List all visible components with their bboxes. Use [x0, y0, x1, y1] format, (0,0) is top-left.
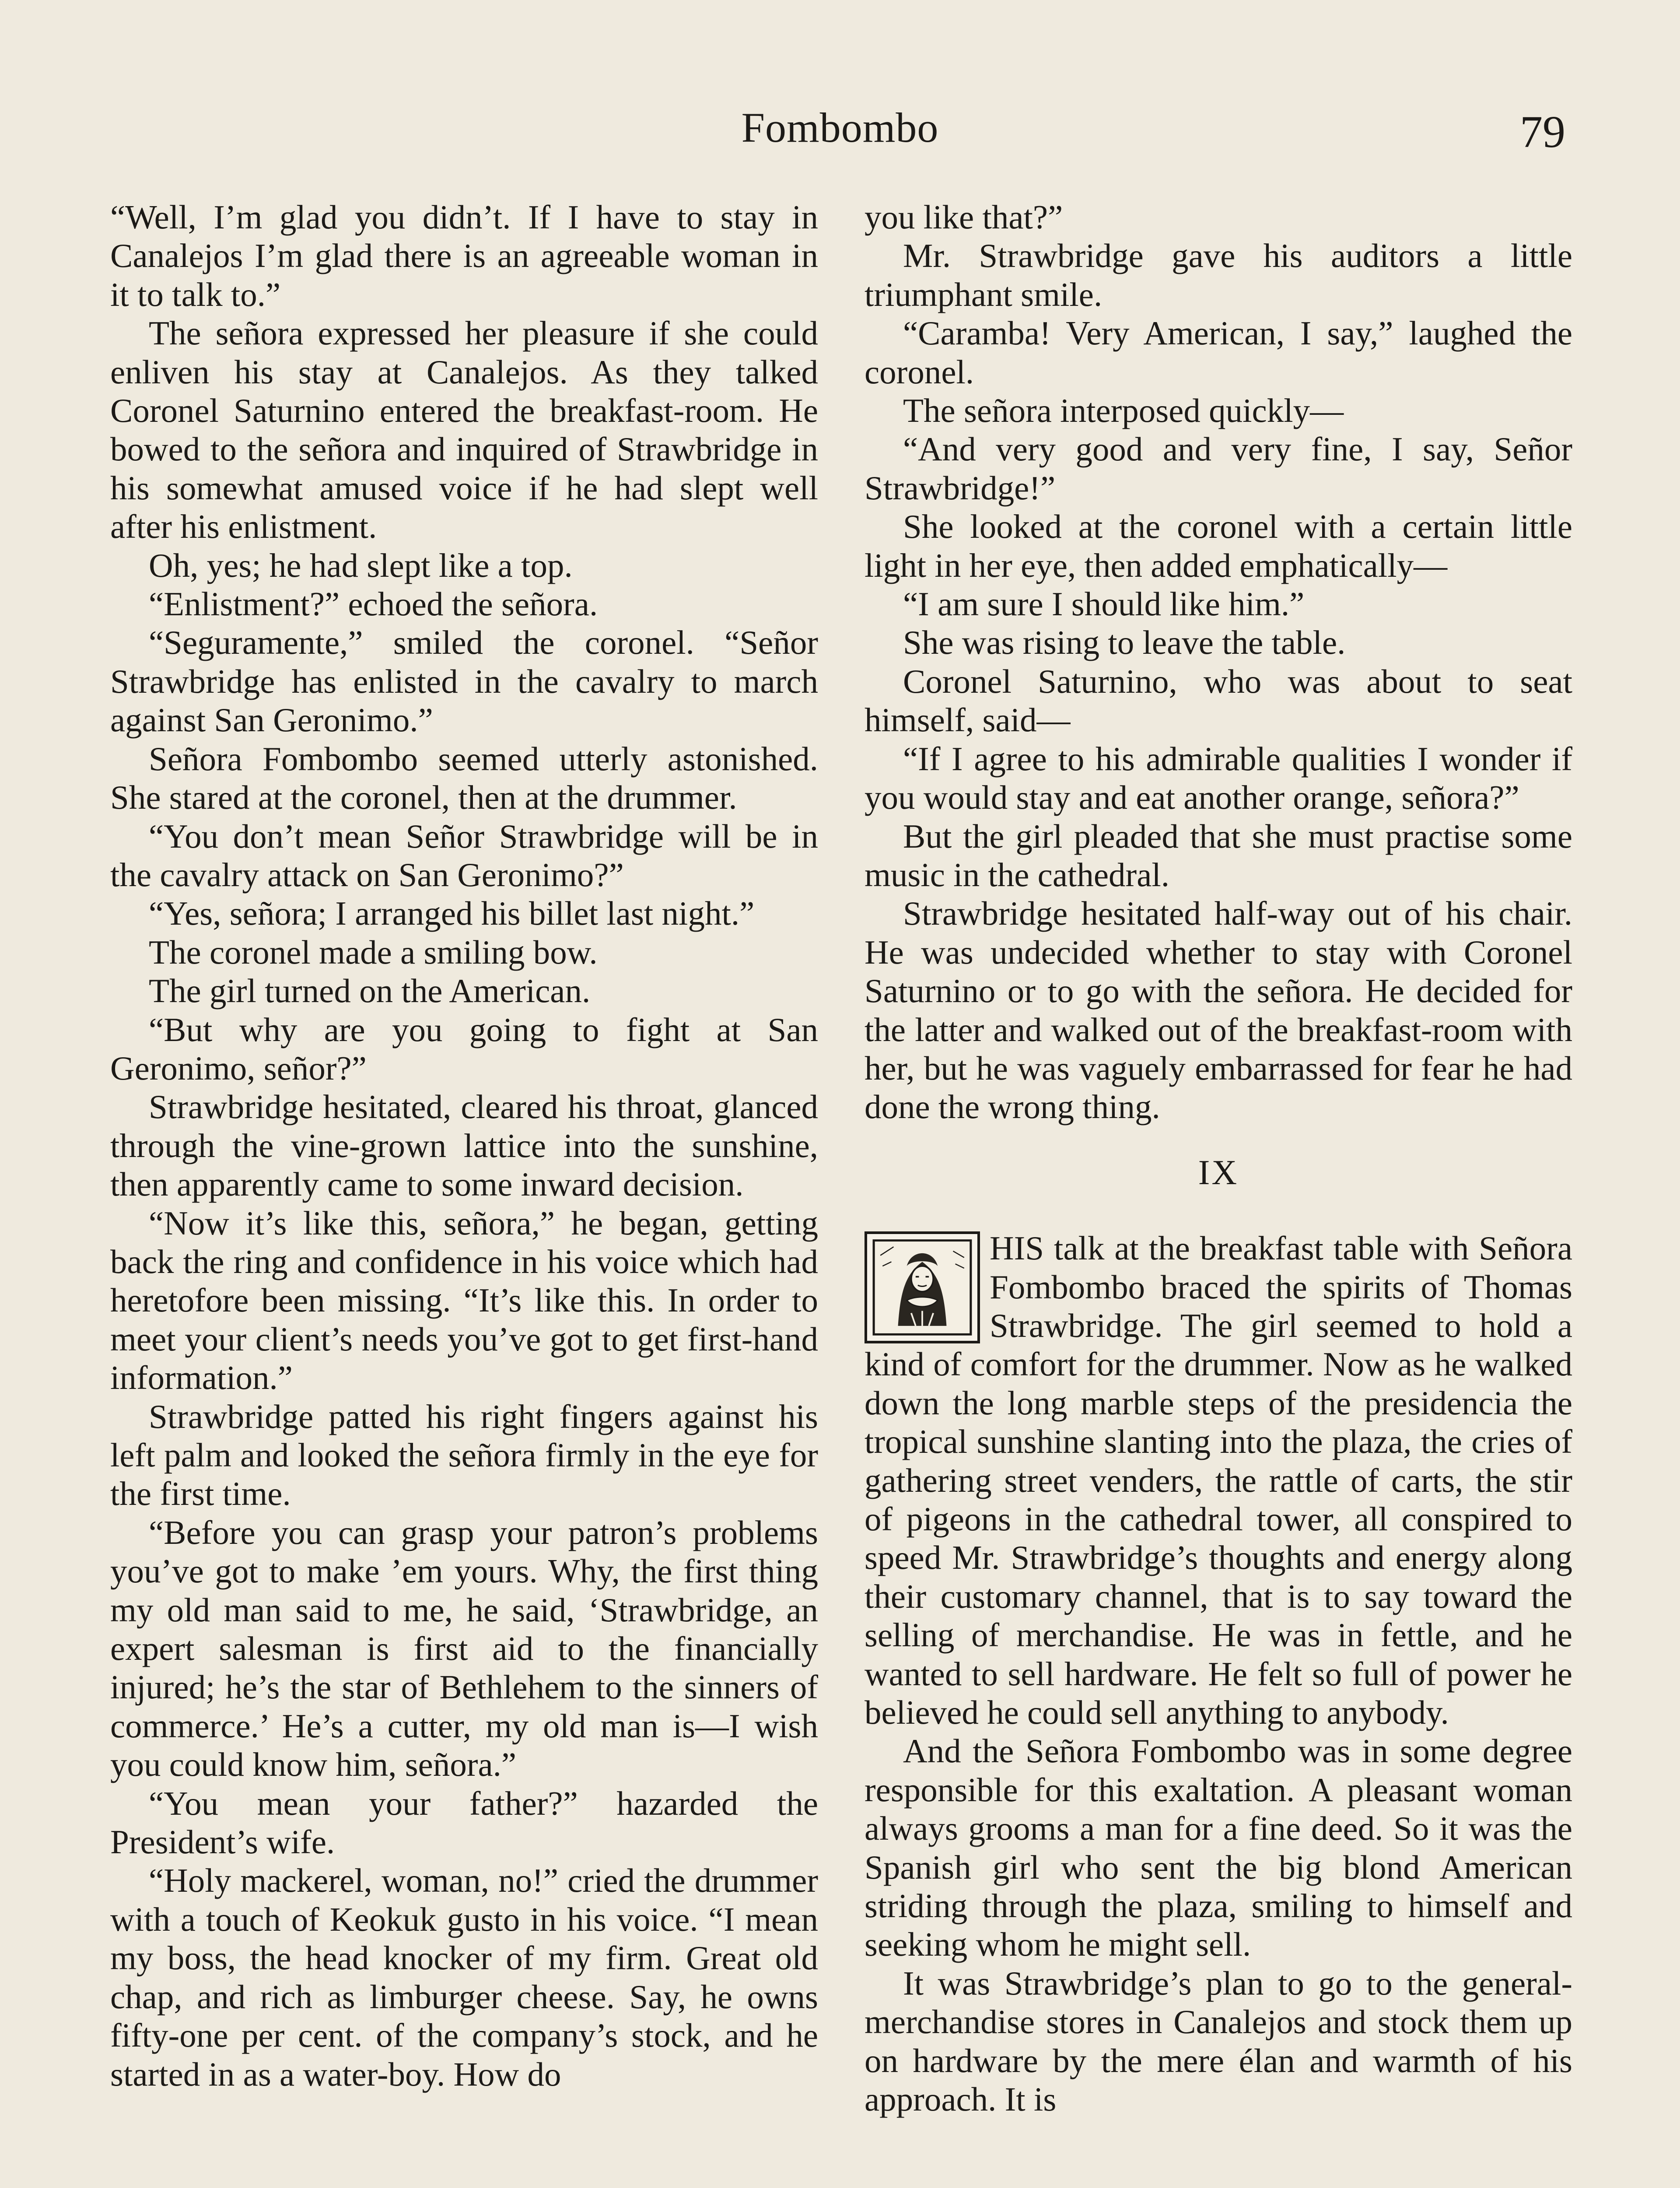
paragraph: “Holy mackerel, woman, no!” cried the drummer with a touch of Keokuk gusto in his voice. “I mean my boss, the head knocker of my firm. Great old chap, and rich as limburger cheese. Say, he owns fifty-one per cent. of the company’s stock, and he started in as a water-boy. How do	[110, 1862, 818, 2093]
paragraph: She was rising to leave the table.	[903, 624, 1346, 662]
paragraph: Strawbridge hesitated half-way out of his chair. He was undecided whether to stay with Coronel Saturnino or to go with the señora. He decided for the latter and walked out of the breakfast-room with her, but he was vaguely embarrassed for fear he had done the wrong thing.	[864, 894, 1572, 1126]
paragraph: Oh, yes; he had slept like a top.	[149, 546, 573, 584]
paragraph: She looked at the coronel with a certain little light in her eye, then added emphatically—	[864, 508, 1572, 584]
section-numeral: IX	[1198, 1153, 1239, 1192]
paragraph: “Before you can grasp your patron’s problems you’ve got to make ’em yours. Why, the first thing my old man said to me, he said, ‘Strawbridge, an expert salesman is first aid to the financially injured; he’s the star of Bethlehem to the sinners of commerce.’ He’s a cutter, my old man is—I wish you could know him, señora.”	[110, 1513, 818, 1784]
paragraph: Coronel Saturnino, who was about to seat himself, said—	[864, 662, 1572, 739]
running-title: Fombombo	[741, 104, 939, 151]
paragraph: “Well, I’m glad you didn’t. If I have to stay in Canalejos I’m glad there is an agreeable woman in it to talk to.”	[110, 198, 818, 313]
paragraph: “Seguramente,” smiled the coronel. “Señor Strawbridge has enlisted in the cavalry to march against San Geronimo.”	[110, 624, 818, 739]
paragraph: The señora expressed her pleasure if she could enliven his stay at Canalejos. As they talked Coronel Saturnino entered the breakfast-room. He bowed to the señora and inquired of Strawbridge in his somewhat amused voice if he had slept well after his enlistment.	[110, 314, 818, 546]
dropcap-paragraph-text: HIS talk at the breakfast table with Señora Fombombo braced the spirits of Thomas Strawbridge. The girl seemed to hold a kind of comfort for the drummer. Now as he walked down the long marble steps of the presidencia the tropical sunshine slanting into the plaza, the cries of gathering street venders, the rattle of carts, the stir of pigeons in the cathedral tower, all conspired to speed Mr. Strawbridge’s thoughts and energy along their customary channel, that is to say toward the selling of merchandise. He was in fettle, and he wanted to sell hardware. He felt so full of power he believed he could sell anything to anybody.	[864, 1229, 1572, 1732]
paragraph: “You mean your father?” hazarded the President’s wife.	[110, 1784, 818, 1861]
paragraph: “But why are you going to fight at San Geronimo, señor?”	[110, 1010, 818, 1087]
paragraph: “You don’t mean Señor Strawbridge will be in the cavalry attack on San Geronimo?”	[110, 817, 818, 894]
paragraph: Strawbridge hesitated, cleared his throat, glanced through the vine-grown lattice into the sunshine, then apparently came to some inward decision.	[110, 1088, 818, 1203]
right-column	[864, 198, 1572, 2119]
paragraph: “Enlistment?” echoed the señora.	[149, 585, 598, 623]
hooded-figure-icon	[867, 1234, 977, 1341]
dropcap-paragraph	[864, 1229, 1572, 1732]
page-number: 79	[1520, 107, 1565, 157]
paragraph: Strawbridge patted his right fingers against his left palm and looked the señora firmly in the eye for the first time.	[110, 1397, 818, 1513]
paragraph: Señora Fombombo seemed utterly astonished. She stared at the coronel, then at the drummer.	[110, 740, 818, 817]
page-header	[0, 103, 1680, 156]
paragraph: Mr. Strawbridge gave his auditors a little triumphant smile.	[864, 237, 1572, 313]
paragraph: The señora interposed quickly—	[903, 392, 1344, 430]
paragraph: But the girl pleaded that she must practise some music in the cathedral.	[864, 817, 1572, 894]
paragraph: The girl turned on the American.	[149, 972, 591, 1010]
paragraph: you like that?”	[864, 198, 1063, 236]
paragraph: “I am sure I should like him.”	[903, 585, 1305, 623]
paragraph: “Yes, señora; I arranged his billet last night.”	[149, 894, 755, 933]
paragraph: “And very good and very fine, I say, Señor Strawbridge!”	[864, 430, 1572, 507]
paragraph: It was Strawbridge’s plan to go to the general-merchandise stores in Canalejos and stock them up on hardware by the mere élan and warmth of his approach. It is	[864, 1964, 1572, 2118]
paragraph: And the Señora Fombombo was in some degree responsible for this exaltation. A pleasant woman always grooms a man for a fine deed. So it was the Spanish girl who sent the big blond American striding through the plaza, smiling to himself and seeking whom he might sell.	[864, 1732, 1572, 1964]
paragraph: “If I agree to his admirable qualities I wonder if you would stay and eat another orange, señora?”	[864, 740, 1572, 817]
paragraph: “Caramba! Very American, I say,” laughed the coronel.	[864, 314, 1572, 391]
dropcap-illustration	[864, 1231, 980, 1343]
paragraph: “Now it’s like this, señora,” he began, getting back the ring and confidence in his voice which had heretofore been missing. “It’s like this. In order to meet your client’s needs you’ve got to get first-hand information.”	[110, 1204, 818, 1397]
left-column	[110, 198, 818, 2093]
paragraph: The coronel made a smiling bow.	[149, 933, 598, 971]
